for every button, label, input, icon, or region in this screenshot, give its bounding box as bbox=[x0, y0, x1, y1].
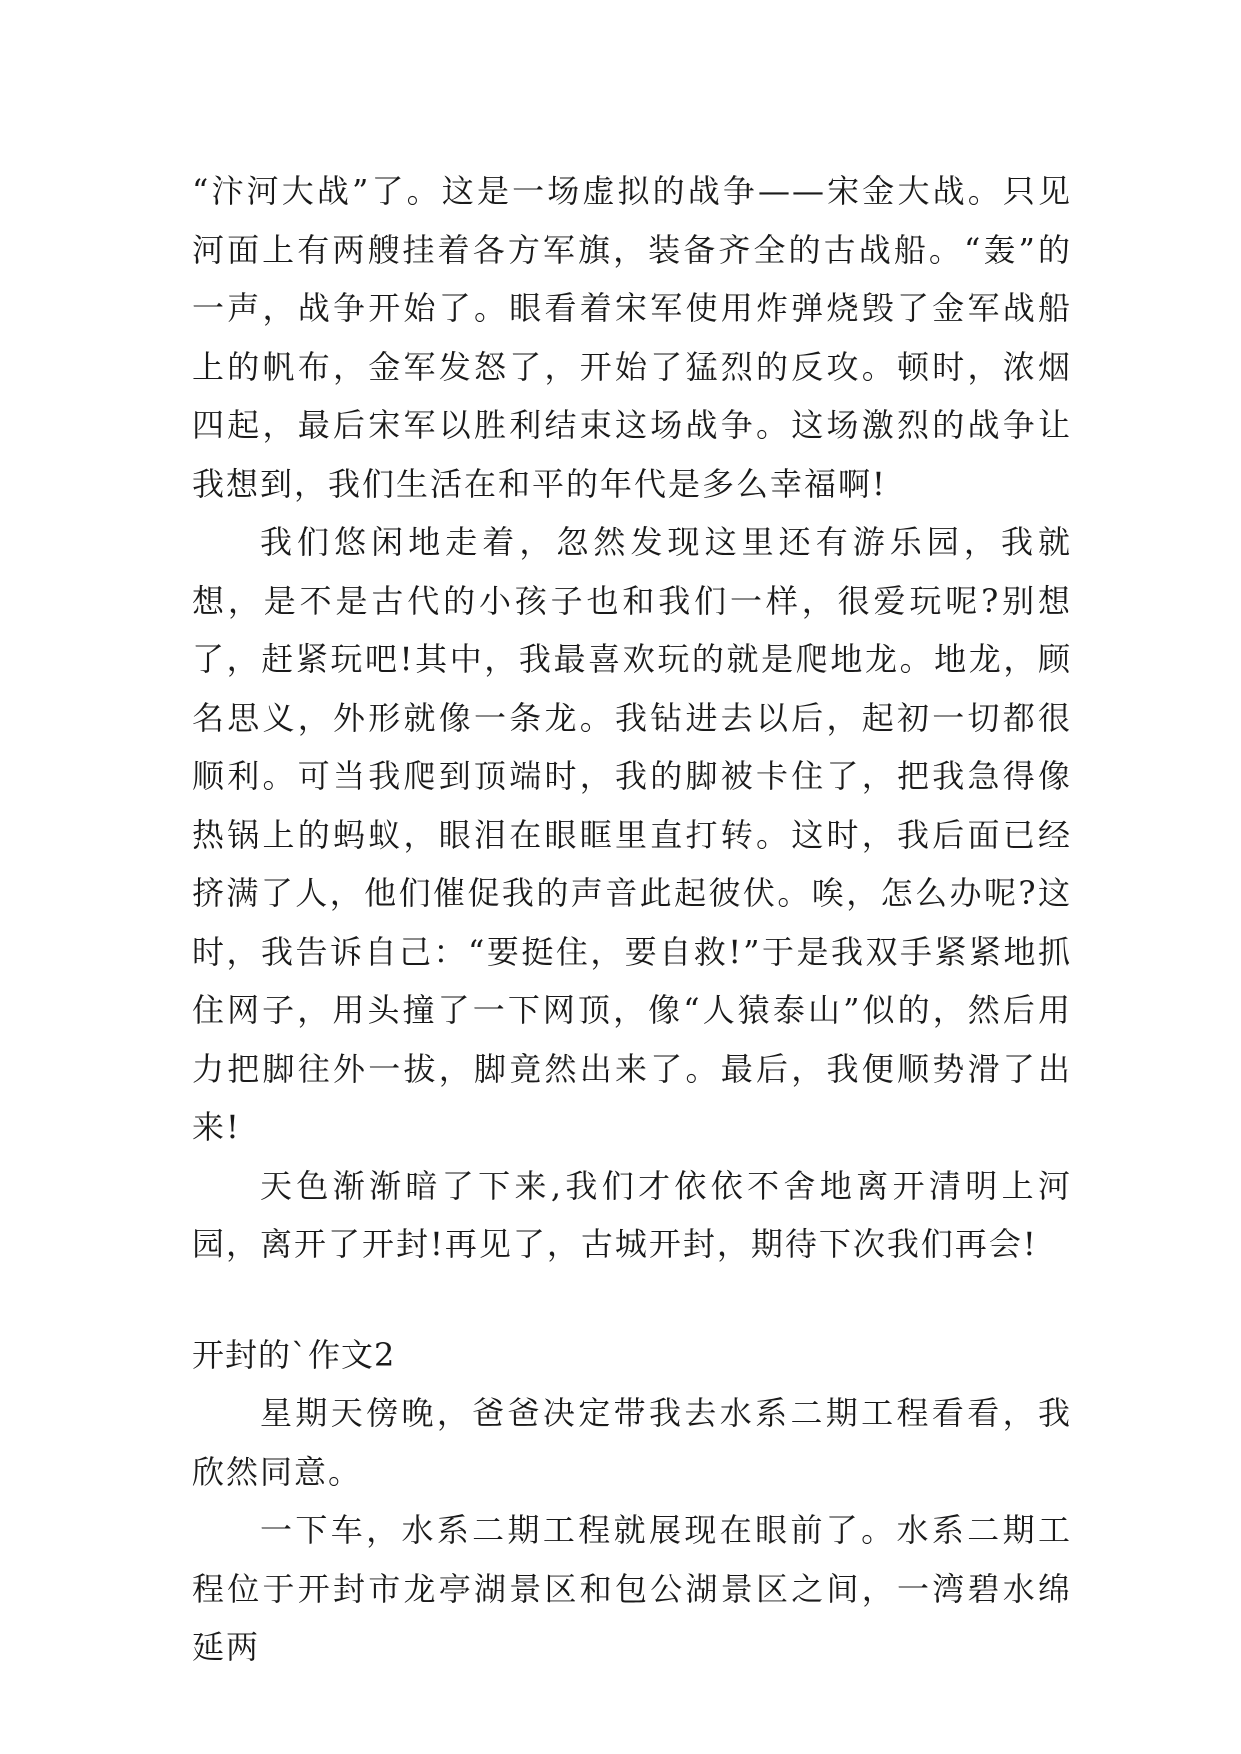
paragraph-farewell: 天色渐渐暗了下来,我们才依依不舍地离开清明上河园，离开了开封!再见了，古城开封，期待下次我们再会! bbox=[192, 1166, 1072, 1263]
section-heading: 开封的`作文2 bbox=[192, 1335, 396, 1374]
document-body bbox=[192, 162, 1072, 1677]
paragraph-water-project: 一下车，水系二期工程就展现在眼前了。水系二期工程位于开封市龙亭湖景区和包公湖景区之间，一湾碧水绵延两 bbox=[192, 1511, 1072, 1666]
paragraph-sunday: 星期天傍晚，爸爸决定带我去水系二期工程看看，我欣然同意。 bbox=[192, 1394, 1072, 1491]
paragraph-playground: 我们悠闲地走着，忽然发现这里还有游乐园，我就想，是不是古代的小孩子也和我们一样，很爱玩呢?别想了，赶紧玩吧!其中，我最喜欢玩的就是爬地龙。地龙，顾名思义，外形就像一条龙。我钻进去以后，起初一切都很顺利。可当我爬到顶端时，我的脚被卡住了，把我急得像热锅上的蚂蚁，眼泪在眼眶里直打转。这时，我后面已经挤满了人，他们催促我的声音此起彼伏。唉，怎么办呢?这时，我告诉自己：“要挺住，要自救!”于是我双手紧紧地抓住网子，用头撞了一下网顶，像“人猿泰山”似的，然后用力把脚往外一拔，脚竟然出来了。最后，我便顺势滑了出来! bbox=[192, 523, 1072, 1146]
paragraph-continued: “汴河大战”了。这是一场虚拟的战争——宋金大战。只见河面上有两艘挂着各方军旗，装备齐全的古战船。“轰”的一声，战争开始了。眼看着宋军使用炸弹烧毁了金军战船上的帆布，金军发怒了，开始了猛烈的反攻。顿时，浓烟四起，最后宋军以胜利结束这场战争。这场激烈的战争让我想到，我们生活在和平的年代是多么幸福啊! bbox=[192, 172, 1072, 503]
